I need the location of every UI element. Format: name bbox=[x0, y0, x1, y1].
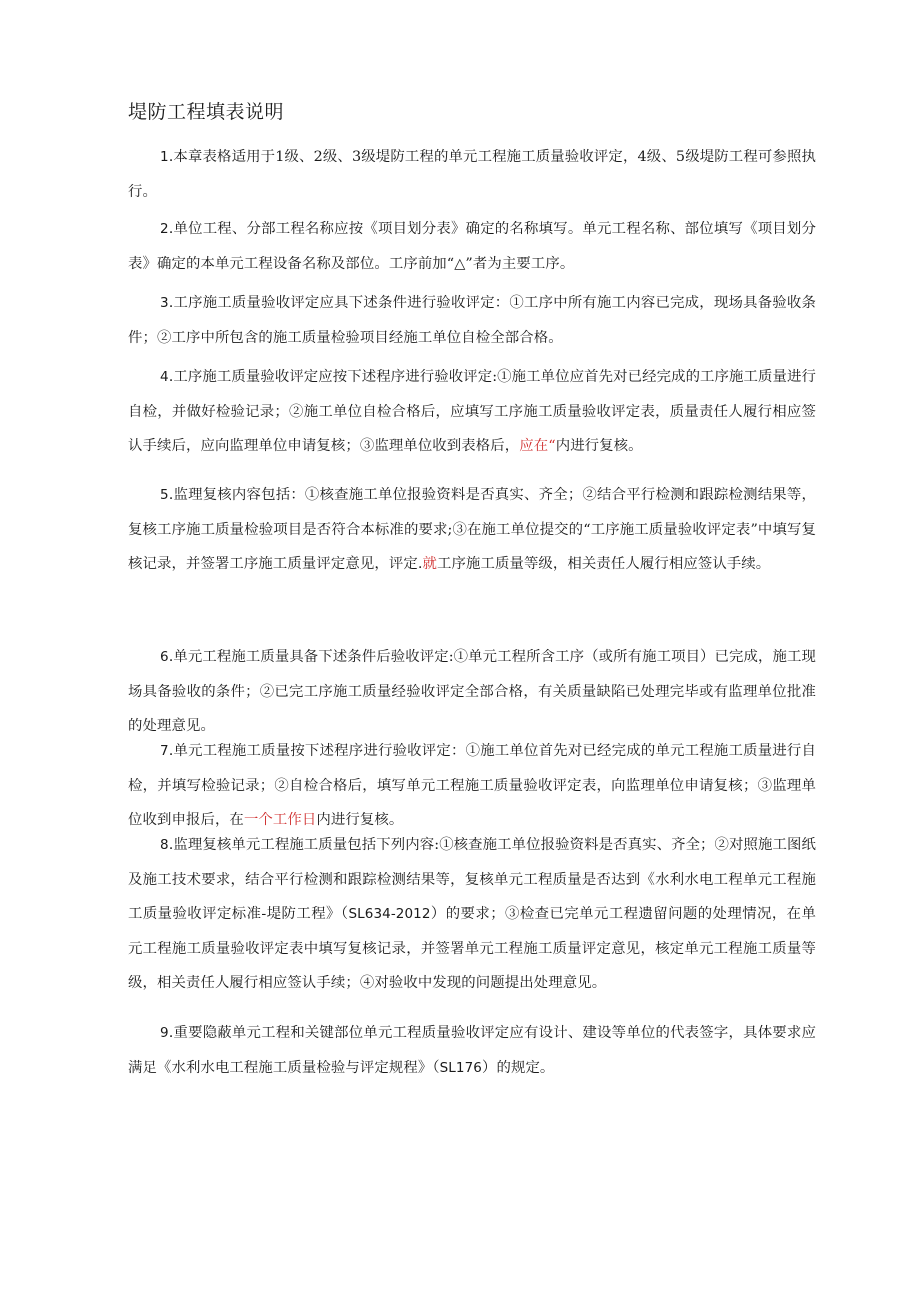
item-number: 9 bbox=[160, 1025, 169, 1041]
item-number: 4 bbox=[160, 369, 169, 385]
standard-code: SL634-2012 bbox=[348, 906, 431, 923]
item-text-end: 内进行复核。 bbox=[555, 438, 643, 455]
standard-code: SL176 bbox=[439, 1059, 482, 1076]
item-text: .单元工程施工质量具备下述条件后验收评定:①单元工程所含工序（或所有施工项目）已完成，施工现场具备验收的条件；②已完工序施工质量经验收评定全部合格，有关质量缺陷已处理完毕或有监理单位批准的处理意见。 bbox=[128, 649, 816, 735]
item-text-end: 工序施工质量等级，相关责任人履行相应签认手续。 bbox=[437, 556, 771, 573]
instruction-item-7 bbox=[128, 734, 816, 838]
item-number: 2 bbox=[160, 221, 169, 237]
instruction-item-5 bbox=[128, 478, 816, 582]
instruction-item-1 bbox=[128, 140, 816, 209]
instruction-item-4 bbox=[128, 360, 816, 464]
item-text: .单位工程、分部工程名称应按《项目划分表》确定的名称填写。单元工程名称、部位填写《项目划分表》确定的本单元工程设备名称及部位。工序前加“△”者为主要工序。 bbox=[128, 221, 816, 272]
item-text-end: 内进行复核。 bbox=[316, 812, 404, 829]
item-text-end: ）的要求；③检查已完单元工程遗留问题的处理情况，在单元工程施工质量验收评定表中填写复核记录，并签署单元工程施工质量评定意见，核定单元工程施工质量等级，相关责任人履行相应签认手续；④对验收中发现的问题提出处理意见。 bbox=[128, 906, 816, 992]
item-highlight-text: 就 bbox=[422, 556, 437, 573]
item-text: .监理复核单元工程施工质量包括下列内容:①核查施工单位报验资料是否真实、齐全；②对照施工图纸及施工技术要求，结合平行检测和跟踪检测结果等，复核单元工程质量是否达到《水利水电工程单元工程施工质量验收评定标准-堤防工程》（ bbox=[128, 837, 816, 923]
item-number: 3 bbox=[160, 295, 169, 311]
item-text: .重要隐蔽单元工程和关键部位单元工程质量验收评定应有设计、建设等单位的代表签字，具体要求应满足《水利水电工程施工质量检验与评定规程》（ bbox=[128, 1025, 816, 1076]
item-number: 8 bbox=[160, 837, 169, 853]
item-number: 1 bbox=[160, 149, 169, 165]
item-text-end: ）的规定。 bbox=[481, 1059, 555, 1076]
instruction-item-3 bbox=[128, 286, 816, 355]
instruction-item-2 bbox=[128, 212, 816, 281]
instruction-item-6 bbox=[128, 640, 816, 744]
item-number: 6 bbox=[160, 649, 169, 665]
item-text: .工序施工质量验收评定应按下述程序进行验收评定:①施工单位应首先对已经完成的工序施工质量进行自检，并做好检验记录；②施工单位自检合格后，应填写工序施工质量验收评定表，质量责任人履行相应签认手续后，应向监理单位申请复核；③监理单位收到表格后， bbox=[128, 369, 816, 455]
item-number: 5 bbox=[160, 487, 169, 503]
item-highlight-text: 应在“ bbox=[519, 438, 556, 455]
item-text: .本章表格适用于1级、2级、3级堤防工程的单元工程施工质量验收评定，4级、5级堤防工程可参照执行。 bbox=[128, 149, 816, 200]
instruction-item-8 bbox=[128, 828, 816, 1001]
item-text: .工序施工质量验收评定应具下述条件进行验收评定：①工序中所有施工内容已完成，现场具备验收条件；②工序中所包含的施工质量检验项目经施工单位自检全部合格。 bbox=[128, 295, 816, 346]
item-text: .监理复核内容包括：①核查施工单位报验资料是否真实、齐全；②结合平行检测和跟踪检测结果等，复核工序施工质量检验项目是否符合本标准的要求;③在施工单位提交的“工序施工质量验收评定表”中填写复核记录，并签署工序施工质量评定意见，评定. bbox=[128, 487, 816, 573]
item-highlight-text: 一个工作日 bbox=[243, 812, 317, 829]
item-text: .单元工程施工质量按下述程序进行验收评定：①施工单位首先对已经完成的单元工程施工质量进行自检，并填写检验记录；②自检合格后，填写单元工程施工质量验收评定表，向监理单位申请复核；③监理单位收到申报后，在 bbox=[128, 743, 816, 829]
document-title: 堤防工程填表说明 bbox=[128, 101, 285, 123]
item-number: 7 bbox=[160, 743, 169, 759]
instruction-item-9 bbox=[128, 1016, 816, 1085]
